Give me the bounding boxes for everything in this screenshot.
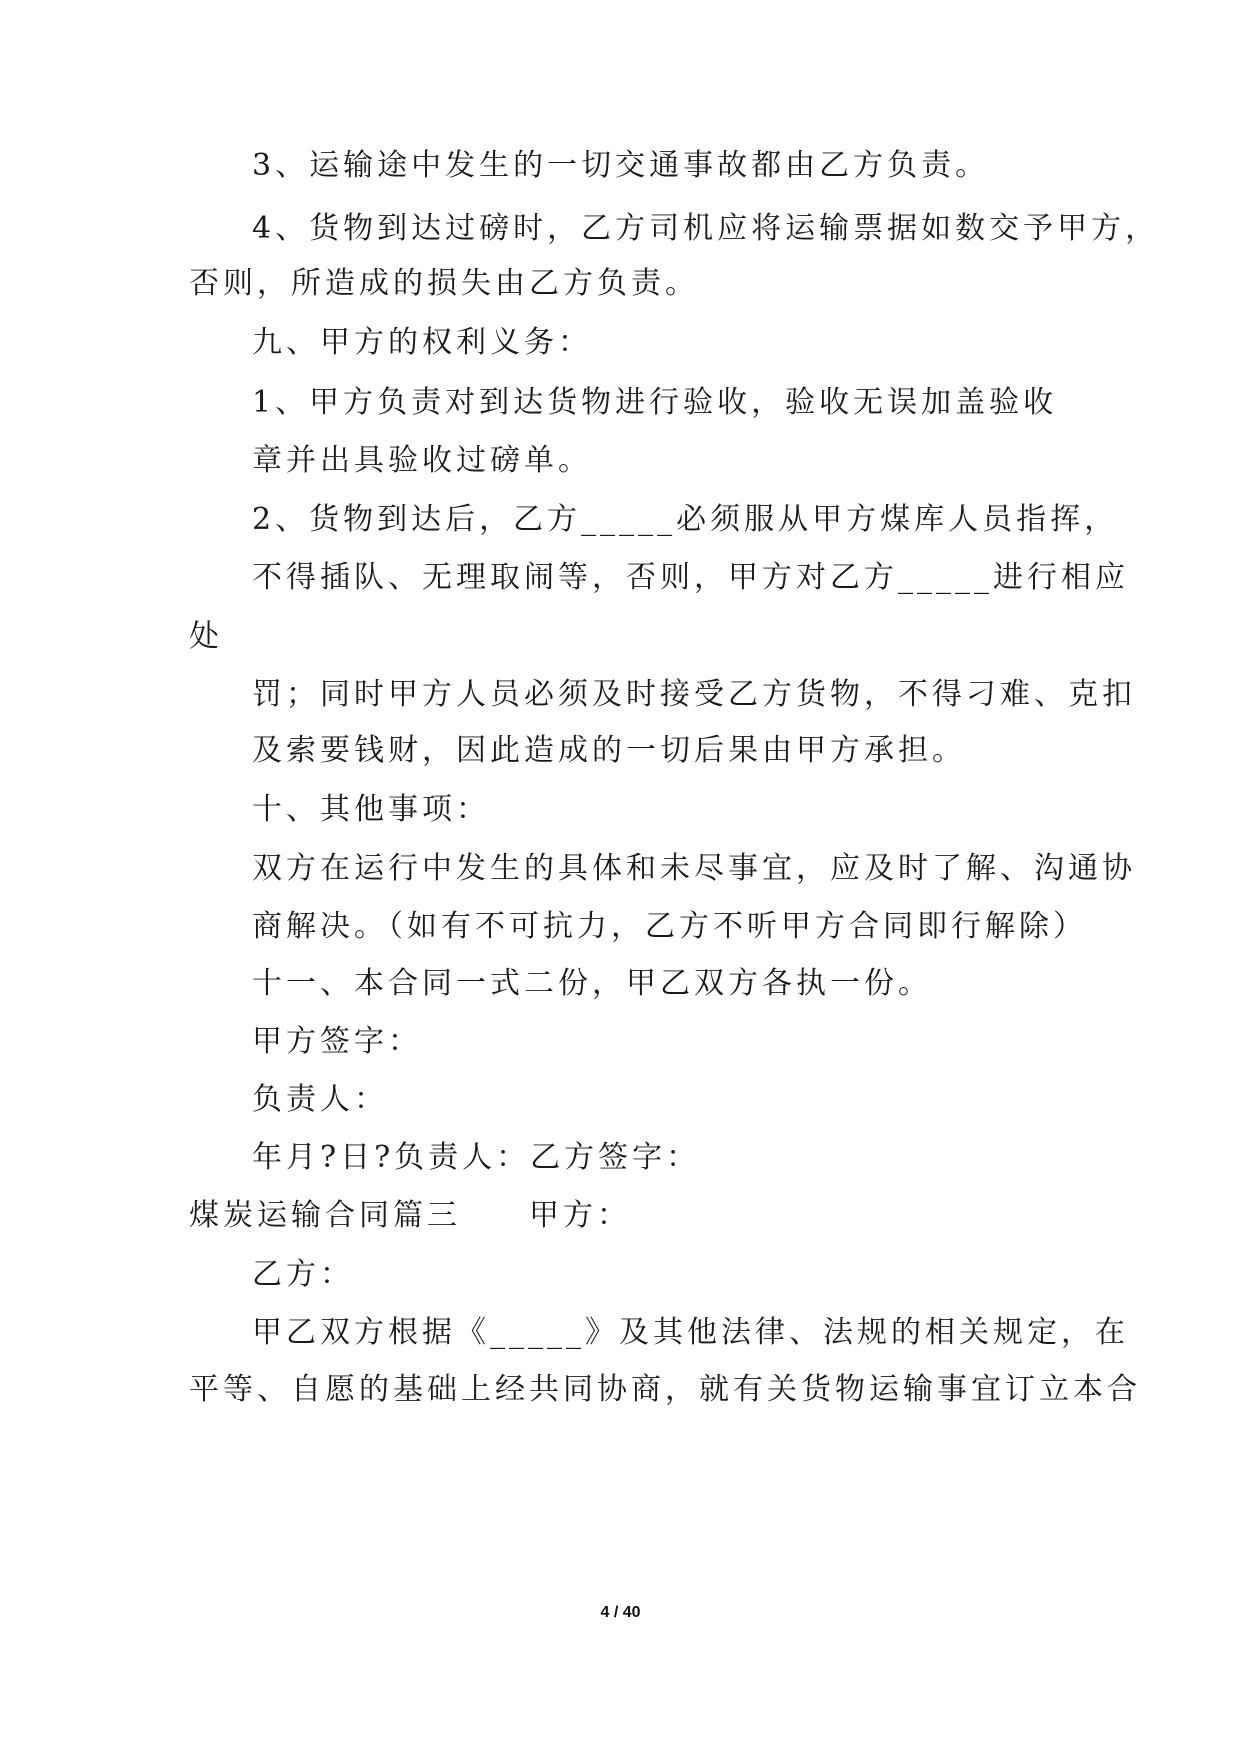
paragraph-line: 甲乙双方根据《_____》及其他法律、法规的相关规定，在 xyxy=(252,1315,1129,1350)
paragraph-line: 十一、本合同一式二份，甲乙双方各执一份。 xyxy=(252,966,932,1001)
paragraph-line: 1、甲方负责对到达货物进行验收，验收无误加盖验收 xyxy=(252,385,1058,420)
paragraph-line: 平等、自愿的基础上经共同协商，就有关货物运输事宜订立本合 xyxy=(189,1372,1141,1407)
signature-line: 甲方签字： xyxy=(252,1024,422,1059)
paragraph-line: 罚；同时甲方人员必须及时接受乙方货物，不得刁难、克扣 xyxy=(252,677,1136,712)
signature-line: 年月?日?负责人：乙方签字： xyxy=(252,1140,701,1175)
page-number: 4 / 40 xyxy=(600,1604,641,1621)
paragraph-line: 乙方： xyxy=(252,1257,354,1292)
section-heading: 九、甲方的权利义务： xyxy=(252,325,592,360)
paragraph-line: 商解决。（如有不可抗力，乙方不听甲方合同即行解除） xyxy=(252,909,1087,944)
paragraph-line: 双方在运行中发生的具体和未尽事宜，应及时了解、沟通协 xyxy=(252,851,1136,886)
paragraph-line: 3、运输途中发生的一切交通事故都由乙方负责。 xyxy=(252,148,990,183)
paragraph-line: 不得插队、无理取闹等，否则，甲方对乙方_____进行相应 xyxy=(252,560,1129,595)
paragraph-line: 章并出具验收过磅单。 xyxy=(252,443,592,478)
paragraph-line: 处 xyxy=(189,619,223,654)
signature-line: 负责人： xyxy=(252,1082,388,1117)
section-heading: 十、其他事项： xyxy=(252,792,490,827)
paragraph-line: 2、货物到达后，乙方_____必须服从甲方煤库人员指挥， xyxy=(252,502,1119,537)
paragraph-line: 4、货物到达过磅时，乙方司机应将运输票据如数交予甲方， xyxy=(252,211,1160,246)
section-title: 煤炭运输合同篇三 甲方： xyxy=(189,1198,631,1233)
paragraph-line: 否则，所造成的损失由乙方负责。 xyxy=(189,266,699,301)
paragraph-line: 及索要钱财，因此造成的一切后果由甲方承担。 xyxy=(252,733,966,768)
